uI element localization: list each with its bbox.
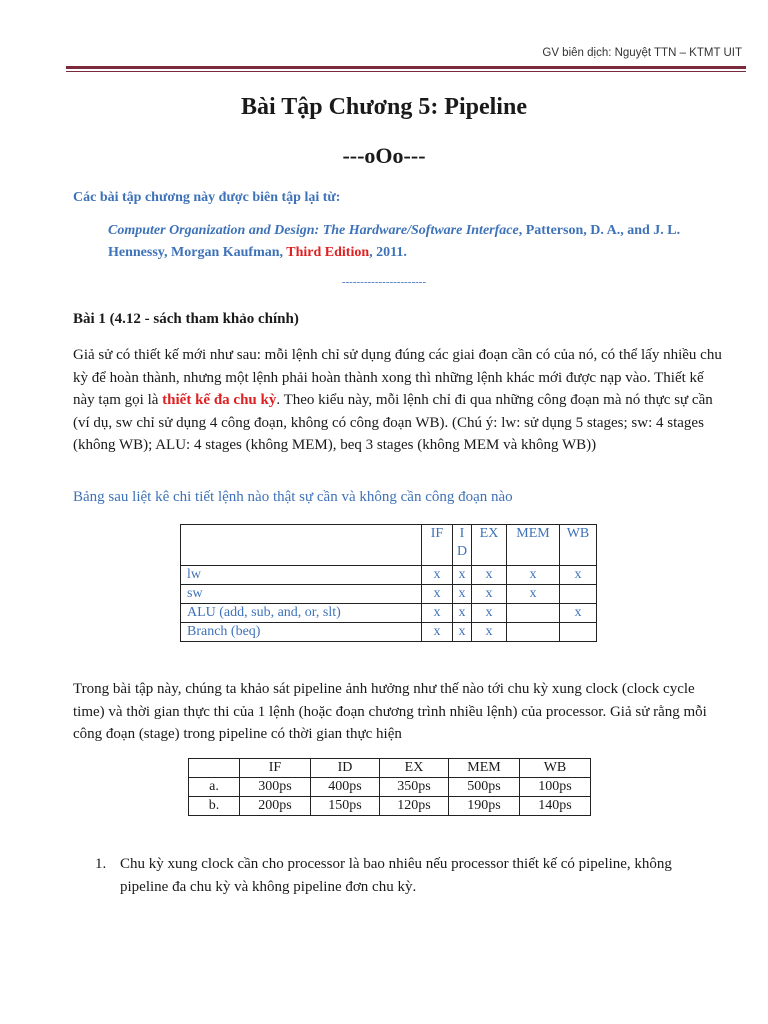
table-header-cell xyxy=(189,759,240,778)
table-cell xyxy=(560,623,597,642)
table-cell xyxy=(507,604,560,623)
table-cell: a. xyxy=(189,778,240,797)
reference-authors: , Patterson, D. A., and J. L. Hennessy, Morgan Kaufman, xyxy=(108,223,681,260)
table-cell: x xyxy=(472,566,507,585)
table-cell: ALU (add, sub, and, or, slt) xyxy=(181,604,422,623)
question-number: 1. xyxy=(95,856,107,872)
table-header-cell: ID xyxy=(311,759,380,778)
table-cell: x xyxy=(422,623,453,642)
question-item xyxy=(95,853,715,899)
header-rule xyxy=(66,66,746,69)
table-cell: 200ps xyxy=(240,797,311,816)
table-header-cell: MEM xyxy=(507,525,560,566)
table-cell: x xyxy=(472,604,507,623)
description-part-a: Giả sử có thiết kế mới như sau: mỗi lệnh chỉ sử dụng đúng các giai đoạn cần có của nó, có thể lấy nhiều chu kỳ để hoàn thành, nhưng một lệnh phải hoàn thành xong thì những lệnh khác mới được nạp vào. Thiết kế này tạm gọi là xyxy=(73,347,722,408)
table-cell: sw xyxy=(181,585,422,604)
table-header-cell: MEM xyxy=(449,759,520,778)
table-cell: x xyxy=(422,566,453,585)
table-header-row xyxy=(189,759,591,778)
table-row xyxy=(181,566,597,585)
table-cell: 190ps xyxy=(449,797,520,816)
table-row xyxy=(189,778,591,797)
table-cell: x xyxy=(560,604,597,623)
table-cell: x xyxy=(422,604,453,623)
table-header-cell: WB xyxy=(520,759,591,778)
table-header-cell: I D xyxy=(453,525,472,566)
table-cell: x xyxy=(453,604,472,623)
header-note: GV biên dịch: Nguyệt TTN – KTMT UIT xyxy=(542,47,742,59)
table-cell: x xyxy=(560,566,597,585)
table-cell xyxy=(507,623,560,642)
table-header-cell: EX xyxy=(380,759,449,778)
intro-line: Các bài tập chương này được biên tập lại từ: xyxy=(73,190,341,205)
table-row xyxy=(181,623,597,642)
table-cell: x xyxy=(422,585,453,604)
header-rule-thin xyxy=(66,71,746,72)
table-cell: x xyxy=(507,566,560,585)
question-text: Chu kỳ xung clock cần cho processor là bao nhiêu nếu processor thiết kế có pipeline, không pipeline đa chu kỳ và không pipeline đơn chu kỳ. xyxy=(120,856,672,895)
table-cell: 500ps xyxy=(449,778,520,797)
table-header-cell xyxy=(181,525,422,566)
table-cell: x xyxy=(472,623,507,642)
stage-table-caption: Bảng sau liệt kê chi tiết lệnh nào thật sự cần và không cần công đoạn nào xyxy=(73,489,513,505)
table-cell: x xyxy=(507,585,560,604)
page-title: Bài Tập Chương 5: Pipeline xyxy=(241,94,527,120)
table-row xyxy=(181,604,597,623)
description-part-b: . Theo kiểu này, mỗi lệnh chỉ đi qua những công đoạn mà nó thực sự cần (ví dụ, sw chỉ sử dụng 4 công đoạn, không có công đoạn WB). (Chú ý: lw: sử dụng 5 stages; sw: 4 stages (không WB); ALU: 4 stages (không MEM), beq 3 stages (không MEM và không WB)) xyxy=(73,392,713,453)
exercise-description xyxy=(73,344,723,457)
table-cell xyxy=(560,585,597,604)
table-header-row xyxy=(181,525,597,566)
table-cell: 350ps xyxy=(380,778,449,797)
exercise-heading: Bài 1 (4.12 - sách tham khảo chính) xyxy=(73,311,299,327)
reference-year: , 2011. xyxy=(369,245,407,260)
table-cell: b. xyxy=(189,797,240,816)
reference-book-title: Computer Organization and Design: The Hardware/Software Interface xyxy=(108,223,519,238)
reference-edition: Third Edition xyxy=(286,245,370,260)
table-cell: Branch (beq) xyxy=(181,623,422,642)
description-highlight: thiết kế đa chu kỳ xyxy=(162,392,277,408)
section-separator: ----------------------- xyxy=(341,276,427,288)
stage-timing-table xyxy=(188,758,591,816)
pipeline-description: Trong bài tập này, chúng ta khảo sát pipeline ảnh hưởng như thế nào tới chu kỳ xung clock (clock cycle time) và thời gian thực thi của 1 lệnh (hoặc đoạn chương trình nhiều lệnh) của processor. Giả sử rằng mỗi công đoạn (stage) trong pipeline có thời gian thực hiện xyxy=(73,681,707,742)
table-cell: x xyxy=(453,623,472,642)
table-cell: 100ps xyxy=(520,778,591,797)
table-cell: 150ps xyxy=(311,797,380,816)
reference-citation xyxy=(108,220,728,264)
table-cell: x xyxy=(453,585,472,604)
table-cell: lw xyxy=(181,566,422,585)
table-row xyxy=(181,585,597,604)
table-cell: 400ps xyxy=(311,778,380,797)
table-header-cell: IF xyxy=(422,525,453,566)
title-ornament: ---oOo--- xyxy=(342,143,426,168)
table-header-cell: WB xyxy=(560,525,597,566)
stage-usage-table xyxy=(180,524,597,642)
table-row xyxy=(189,797,591,816)
table-cell: 140ps xyxy=(520,797,591,816)
table-header-cell: EX xyxy=(472,525,507,566)
table-cell: 120ps xyxy=(380,797,449,816)
table-cell: x xyxy=(453,566,472,585)
table-cell: 300ps xyxy=(240,778,311,797)
table-cell: x xyxy=(472,585,507,604)
table-header-cell: IF xyxy=(240,759,311,778)
